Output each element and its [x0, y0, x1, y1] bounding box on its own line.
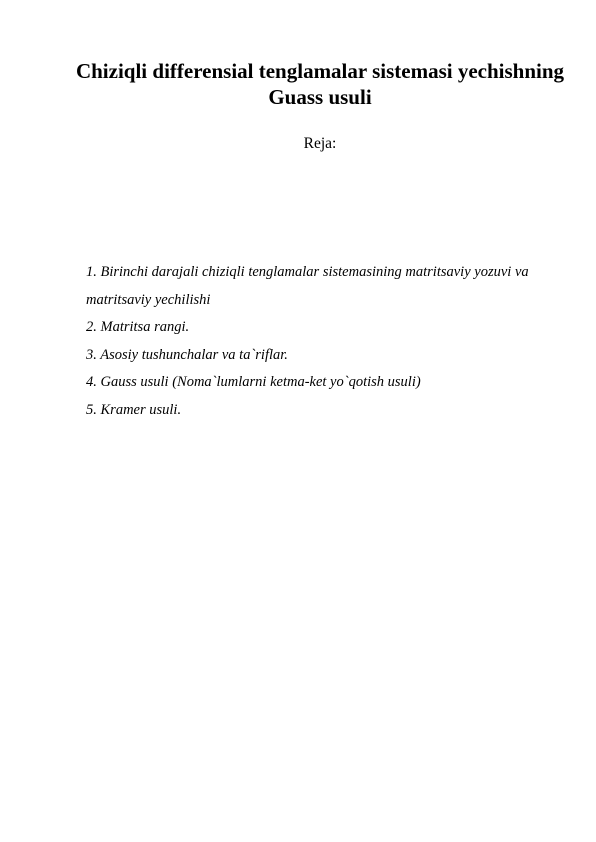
plan-list	[86, 259, 536, 424]
list-item: 2. Matritsa rangi.	[86, 319, 190, 335]
plan-heading: Reja:	[303, 135, 337, 152]
list-item: 1. Birinchi darajali chiziqli tenglamalar sistemasining matritsaviy yozuvi va matritsaviy yechilishi	[86, 264, 529, 308]
list-item: 4. Gauss usuli (Noma`lumlarni ketma-ket yo`qotish usuli)	[86, 374, 421, 390]
list-item: 3. Asosiy tushunchalar va ta`riflar.	[86, 346, 288, 363]
page-title: Chiziqli differensial tenglamalar sistemasi yechishning Guass usuli	[75, 59, 565, 109]
list-item: 5. Kramer usuli.	[86, 401, 182, 418]
